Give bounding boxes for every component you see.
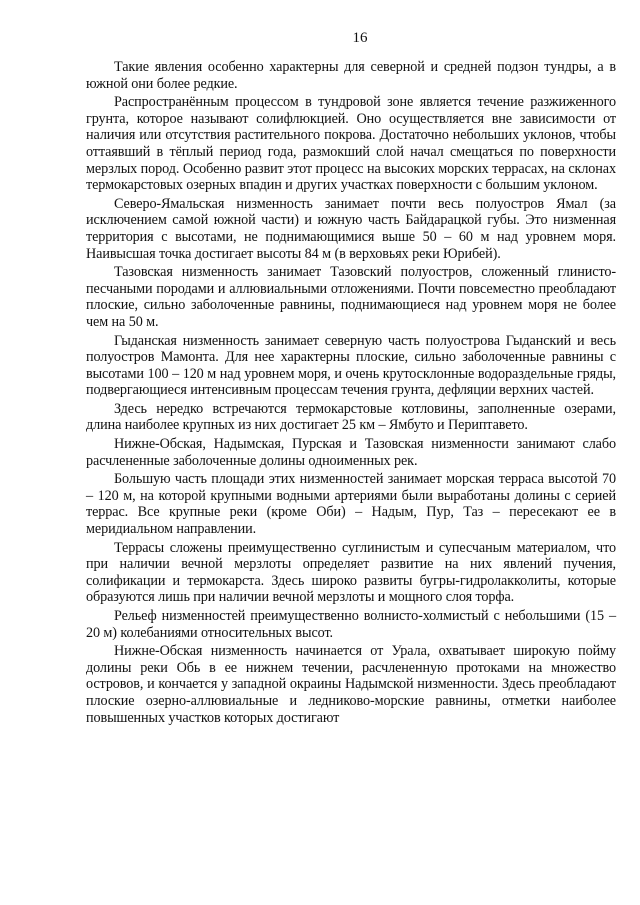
paragraph-3: Северо-Ямальская низменность занимает почти весь полуостров Ямал (за исключением самой южной части) и южную часть Байдарацкой губы. Это низменная территория с высотами, не поднимающимися выше 50 – 60 м над уровнем моря. Наивысшая точка достигает высоты 84 м (в верховьях реки Юрибей). — [86, 195, 616, 262]
paragraph-11: Нижне-Обская низменность начинается от Урала, охватывает широкую пойму долины реки Обь в ее нижнем течении, расчлененную протоками на множество островов, и кончается у западной окраины Надымской низменности. Здесь преобладают плоские озерно-аллювиальные и ледниково-морские равнины, отметки наиболее повышенных участков которых достигают — [86, 643, 616, 726]
page-number: 16 — [352, 30, 368, 46]
paragraph-5: Гыданская низменность занимает северную часть полуострова Гыданский и весь полуостров Мамонта. Для нее характерны плоские, сильно заболоченные равнины с высотами 100 – 120 м над уровнем моря, и очень крутосклонные водораздельные гряды, подвергающиеся интенсивным процессам течения грунта, дефляции верхних частей. — [86, 332, 616, 399]
document-page — [86, 30, 616, 726]
paragraph-10: Рельеф низменностей преимущественно волнисто-холмистый с небольшими (15 – 20 м) колебаниями относительных высот. — [86, 608, 616, 641]
paragraph-4: Тазовская низменность занимает Тазовский полуостров, сложенный глинисто-песчаными породами и аллювиальными отложениями. Почти повсеместно преобладают плоские, сильно заболоченные равнины, поднимающиеся над уровнем моря не более чем на 50 м. — [86, 264, 616, 330]
paragraph-1: Такие явления особенно характерны для северной и средней подзон тундры, а в южной они более редкие. — [86, 59, 616, 92]
paragraph-9: Террасы сложены преимущественно суглинистым и супесчаным материалом, что при наличии вечной мерзлоты определяет развитие на них явлений пучения, солификации и термокарста. Здесь широко развиты бугры-гидролакколиты, которые образуются лишь при наличии вечной мерзлоты и мощного слоя торфа. — [86, 539, 616, 606]
paragraph-7: Нижне-Обская, Надымская, Пурская и Тазовская низменности занимают слабо расчлененные заболоченные долины одноименных рек. — [86, 436, 616, 469]
paragraph-2: Распространённым процессом в тундровой зоне является течение разжиженного грунта, которое называют солифлюкцией. Оно осуществляется вне зависимости от наличия или отсутствия растительного покрова. Достаточно небольших уклонов, чтобы оттаявший в тёплый период года, размокший слой начал смещаться по поверхности мерзлых пород. Особенно развит этот процесс на высоких морских террасах, на склонах термокарстовых озерных впадин и других участках поверхности с большим уклоном. — [86, 94, 616, 194]
paragraph-8: Большую часть площади этих низменностей занимает морская терраса высотой 70 – 120 м, на которой крупными водными артериями были выработаны долины с серией террас. Все крупные реки (кроме Оби) – Надым, Пур, Таз – пересекают ее в меридиальном направлении. — [86, 471, 616, 538]
paragraph-6: Здесь нередко встречаются термокарстовые котловины, заполненные озерами, длина наиболее крупных из них достигает 25 км – Ямбуто и Периптавето. — [86, 400, 616, 434]
